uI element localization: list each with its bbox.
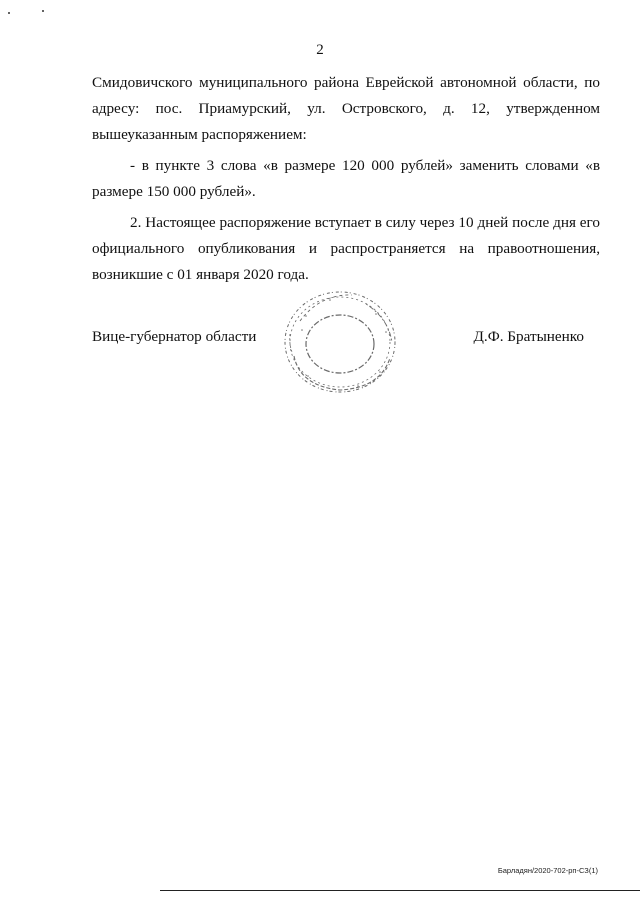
page-number: 2	[316, 42, 324, 58]
paragraph-amendment: - в пункте 3 слова «в размере 120 000 рублей» заменить словами «в размере 150 000 рублей».	[92, 157, 600, 200]
paragraph-effective-date: 2. Настоящее распоряжение вступает в силу через 10 дней после дня его официального опубликования и распространяется на правоотношения, возникшие с 01 января 2020 года.	[92, 214, 600, 283]
signatory-title: Вице-губернатор области	[92, 328, 257, 345]
bottom-rule	[160, 890, 640, 891]
signature-block	[92, 328, 600, 350]
document-registration-code: Барладян/2020-702-рп-СЗ(1)	[497, 866, 598, 875]
scan-artifact-dot	[8, 12, 10, 14]
paragraph-continuation: Смидовичского муниципального района Еврейской автономной области, по адресу: пос. Приамурский, ул. Островского, д. 12, утвержденном вышеуказанным распоряжением:	[92, 74, 600, 143]
signatory-name: Д.Ф. Братыненко	[473, 328, 584, 345]
scan-artifact-dot	[42, 10, 44, 12]
document-body	[92, 70, 600, 288]
